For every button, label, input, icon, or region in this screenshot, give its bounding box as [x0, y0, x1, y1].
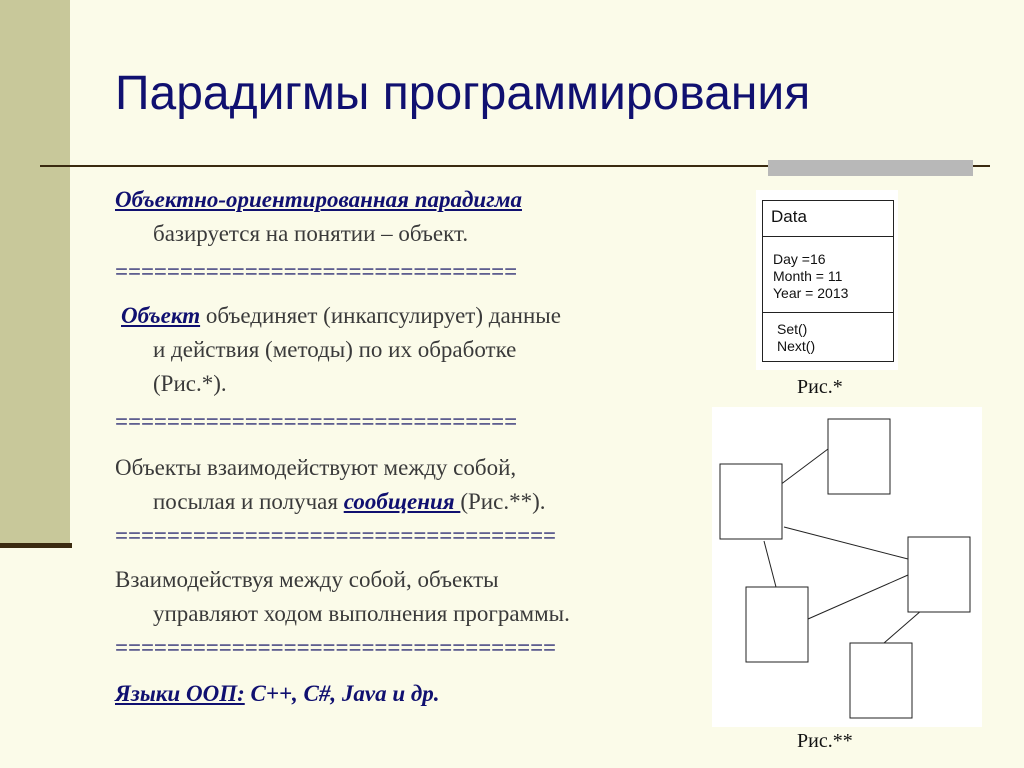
uml-methods [763, 313, 893, 355]
messages-line-2 [115, 485, 705, 519]
object-interaction-diagram [712, 407, 982, 727]
object-line-1: объединяет (инкапсулирует) данные [200, 303, 561, 328]
uml-method: Set() [777, 321, 808, 337]
left-accent-rule [0, 543, 72, 548]
uml-class-name: Data [763, 201, 893, 237]
messages-line-2-prefix: посылая и получая [153, 489, 344, 514]
link-line [808, 575, 908, 619]
figure1-caption: Рис.* [797, 376, 843, 398]
paradigm-heading: Объектно-ориентированная парадигма [115, 187, 522, 212]
uml-attribute: Day =16 [773, 251, 826, 267]
oop-languages-label: Языки ООП: [115, 681, 245, 706]
separator: =============================== [115, 409, 518, 434]
slide-title: Парадигмы программирования [115, 67, 811, 120]
figure2-caption: Рис.** [797, 730, 853, 752]
uml-method: Next() [777, 338, 816, 354]
control-line-2: управляют ходом выполнения программы. [153, 601, 570, 626]
paradigm-heading-block [115, 183, 705, 217]
object-box [850, 643, 912, 718]
object-interaction-figure [712, 407, 982, 727]
uml-attribute: Month = 11 [773, 268, 843, 284]
uml-class-box [762, 200, 894, 362]
left-accent-band [0, 0, 70, 548]
uml-attribute: Year = 2013 [773, 285, 849, 301]
object-box [908, 537, 970, 612]
uml-attributes [763, 237, 893, 313]
object-term: Объект [121, 303, 201, 328]
link-line [784, 527, 908, 559]
separator: =============================== [115, 259, 518, 284]
oop-languages-list: С++, С#, Java и др. [244, 681, 440, 706]
messages-term: сообщения [343, 489, 461, 514]
paradigm-description: базируется на понятии – объект. [153, 221, 469, 246]
separator: ================================== [115, 523, 557, 548]
object-box [746, 587, 808, 662]
title-accent-bar [768, 160, 973, 176]
messages-line-1: Объекты взаимодействуют между собой, [115, 455, 517, 480]
slide-body [115, 183, 705, 711]
link-line [884, 610, 922, 643]
object-box [720, 464, 782, 539]
class-diagram-figure [756, 190, 898, 370]
object-box [828, 419, 890, 494]
oop-languages [115, 677, 705, 711]
object-line-3: (Рис.*). [153, 371, 227, 396]
link-line [780, 449, 828, 485]
separator: ================================== [115, 635, 557, 660]
control-line-1: Взаимодействуя между собой, объекты [115, 567, 499, 592]
object-line-2: и действия (методы) по их обработке [153, 337, 517, 362]
object-definition [115, 299, 705, 333]
messages-line-2-suffix: (Рис.**). [460, 489, 546, 514]
link-line [764, 541, 776, 587]
